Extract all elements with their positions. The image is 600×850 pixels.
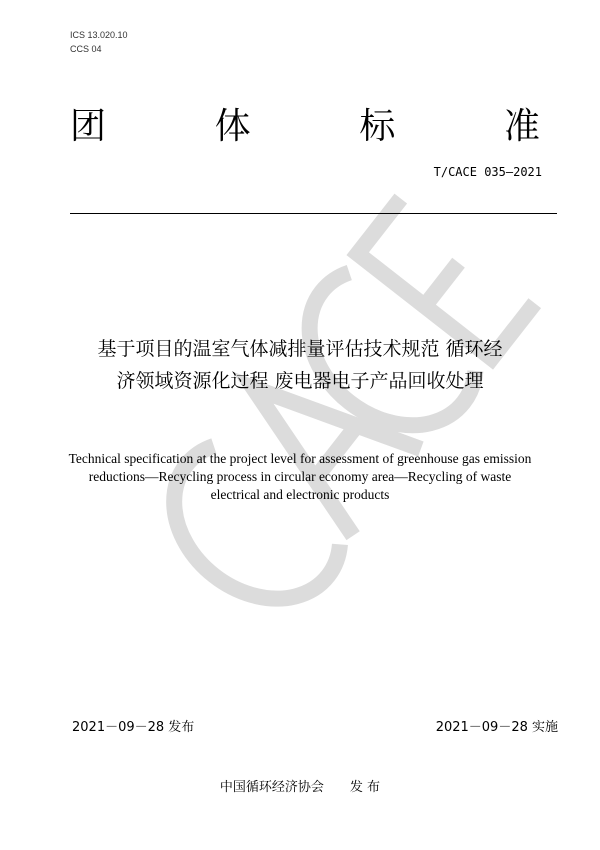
heading-char: 团 [70, 106, 107, 147]
english-title-line: reductions—Recycling process in circular economy area—Recycling of waste [88, 469, 512, 484]
heading-char: 准 [503, 106, 540, 147]
heading-char: 标 [359, 106, 396, 147]
publisher: 中国循环经济协会 发 布 [219, 780, 381, 795]
heading-char: 体 [214, 106, 251, 147]
document-type-heading [70, 98, 540, 149]
english-title [40, 450, 560, 504]
standard-code: T/CACE 035—2021 [433, 165, 542, 179]
english-title-line: electrical and electronic products [210, 487, 390, 502]
chinese-title [40, 333, 560, 397]
ccs-code: CCS 04 [70, 44, 102, 54]
divider [70, 213, 557, 214]
effective-date: 2021－09－28 实施 [435, 720, 558, 735]
english-title-line: Technical specification at the project level for assessment of greenhouse gas emission [68, 451, 532, 466]
chinese-title-line: 基于项目的温室气体减排量评估技术规范 循环经 [97, 338, 503, 360]
issue-date: 2021－09－28 发布 [72, 720, 195, 735]
ics-code: ICS 13.020.10 [70, 30, 128, 40]
chinese-title-line: 济领域资源化过程 废电器电子产品回收处理 [116, 370, 484, 392]
